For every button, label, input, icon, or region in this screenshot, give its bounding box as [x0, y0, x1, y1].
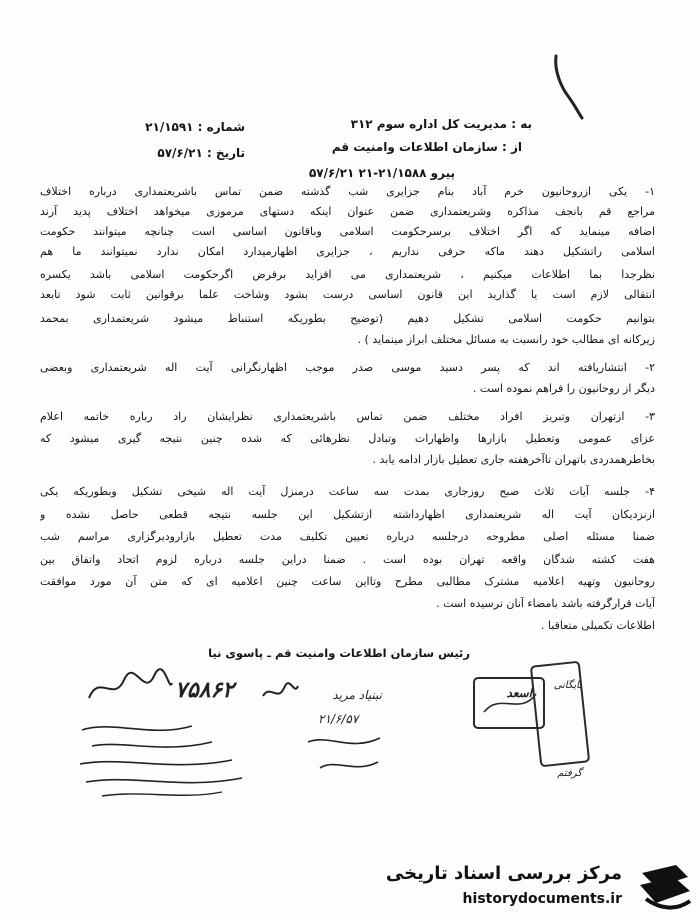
body-line: ازنزدیکان آیت اله شریعتمداری اظهارداشته ازتشکیل این جلسه نتیجه قطعی حاصل نشده و — [40, 508, 655, 521]
signature-scribble — [84, 668, 174, 708]
body-line: آیات قرارگرفته باشد بامضاء آنان نرسیده است . — [436, 597, 655, 610]
letter-date: تاریخ : ۵۷/۶/۲۱ — [157, 146, 245, 160]
stamp-mark — [530, 660, 590, 770]
signature-scribble — [260, 676, 300, 706]
body-line: ۲- انتشاریافته اند که پسر دسید موسی صدر موجب اظهارنگرانی آیت اله شریعتمداری وبعضی — [40, 361, 655, 374]
footer-title: مرکز بررسی اسناد تاریخی — [385, 863, 622, 884]
body-line: دیگر از روحانیون را فراهم نموده است . — [472, 382, 655, 395]
body-line: ضمنا مسئله اصلی مطروحه درجلسه درباره تعیین تکلیف مدت تعطیل بازارودیرگزاری مراسم شب — [40, 530, 655, 543]
sender: از : سازمان اطلاعات وامنیت قم — [331, 140, 522, 154]
signature-scribble — [300, 728, 390, 778]
body-line: ۳- ازتهران وتبریز افراد مختلف ضمن تماس باشریعتمداری نظرایشان راد رباره خاتمه اعلام — [40, 410, 655, 423]
body-line: مراجع قم بانجف مذاکره وشریعتمداری ضمن عنوان اینکه دستهای مرموزی میخواهد اختلاف پدید آرند — [40, 205, 655, 218]
footer-url: historydocuments.ir — [462, 891, 622, 907]
body-line: اضافه مینماید که اگر اختلاف برسرحکومت اسلامی وباقانون اساسی است چنانچه میتوانند حکومت — [40, 225, 655, 238]
addressee: به : مدیریت کل اداره سوم ۳۱۲ — [350, 117, 532, 131]
body-line: انتقالی لازم است یا گذارید این قانون اساسی درست بشود وشاخت علما برقوانین ثابت شود تابعد — [40, 288, 655, 301]
pen-stroke-mark — [548, 52, 588, 122]
body-line: بخاطرهمدردی باتهران تاآخرهفته جاری تعطیل بازار ادامه یابد . — [372, 453, 655, 466]
letter-number: شماره : ۲۱/۱۵۹۱ — [145, 120, 245, 134]
body-line: نظرجدا بما اطلاعات میکنیم ، شریعتمداری می افزاید برفرض اگرحکومت اسلامی باشد یکسره — [40, 268, 655, 281]
body-line: روحانیون وتهیه اعلامیه مشترک مطالبی مطرح وتااین ساعت چنین اعلامیه ای که متن آن مورد موافقت — [40, 575, 655, 588]
body-line: هفت کشته شدگان واقعه تهران بوده است . ضمنا دراین جلسه درباره لزوم اتحاد واتفاق بین — [40, 553, 655, 566]
body-line: اسلامی راتشکیل دهند ماکه حرفی نداریم ، جزایری اظهارمیدارد امکان ندارد نمیتوانند ما هم — [40, 245, 655, 258]
archive-logo-icon — [636, 861, 694, 915]
handwritten-note: نبنیاد مرید — [332, 688, 382, 702]
handwritten-date: ۲۱/۶/۵۷ — [318, 712, 359, 726]
handwritten-number: ۷۵۸۶۲ — [175, 678, 235, 703]
footer-band — [385, 855, 700, 920]
body-line: بتوانیم حکومت اسلامی تشکیل دهیم (توضیح بطوریکه استنباط میشود شریعتمداری بمحمد — [40, 312, 655, 325]
body-line: عزای عمومی وتعطیل بازارها واظهارات وتبادل نظرهائی که شده چنین نتیجه گیری میشود که — [40, 432, 655, 445]
handwritten-note: گرفتم — [557, 768, 582, 779]
stamp-text: بایگانی — [553, 680, 582, 691]
body-line: زیرکانه ای مطالب خود رانسبت به مسائل مختلف ابراز مینماید ) . — [357, 333, 655, 346]
handwritten-notes-block — [62, 712, 252, 802]
body-line: ۱- یکی ازروحانیون خرم آباد بنام جزایری شب گذشته ضمن تماس باشریعتمداری درباره اختلاف — [40, 185, 655, 198]
body-line: اطلاعات تکمیلی متعاقبا . — [540, 619, 655, 632]
body-line: ۴- جلسه آیات ثلاث صبح روزجاری بمدت سه ساعت درمنزل آیت اله شیخی تشکیل وبطوریکه یکی — [40, 485, 655, 498]
signature-title: رئیس سازمان اطلاعات وامنیت قم ـ پاسوی نیا — [208, 646, 470, 660]
reference-line: پیرو ۲۱/۱۵۸۸-۲۱ ۵۷/۶/۲۱ — [308, 166, 455, 180]
stamp-text: اسعد — [506, 686, 532, 700]
